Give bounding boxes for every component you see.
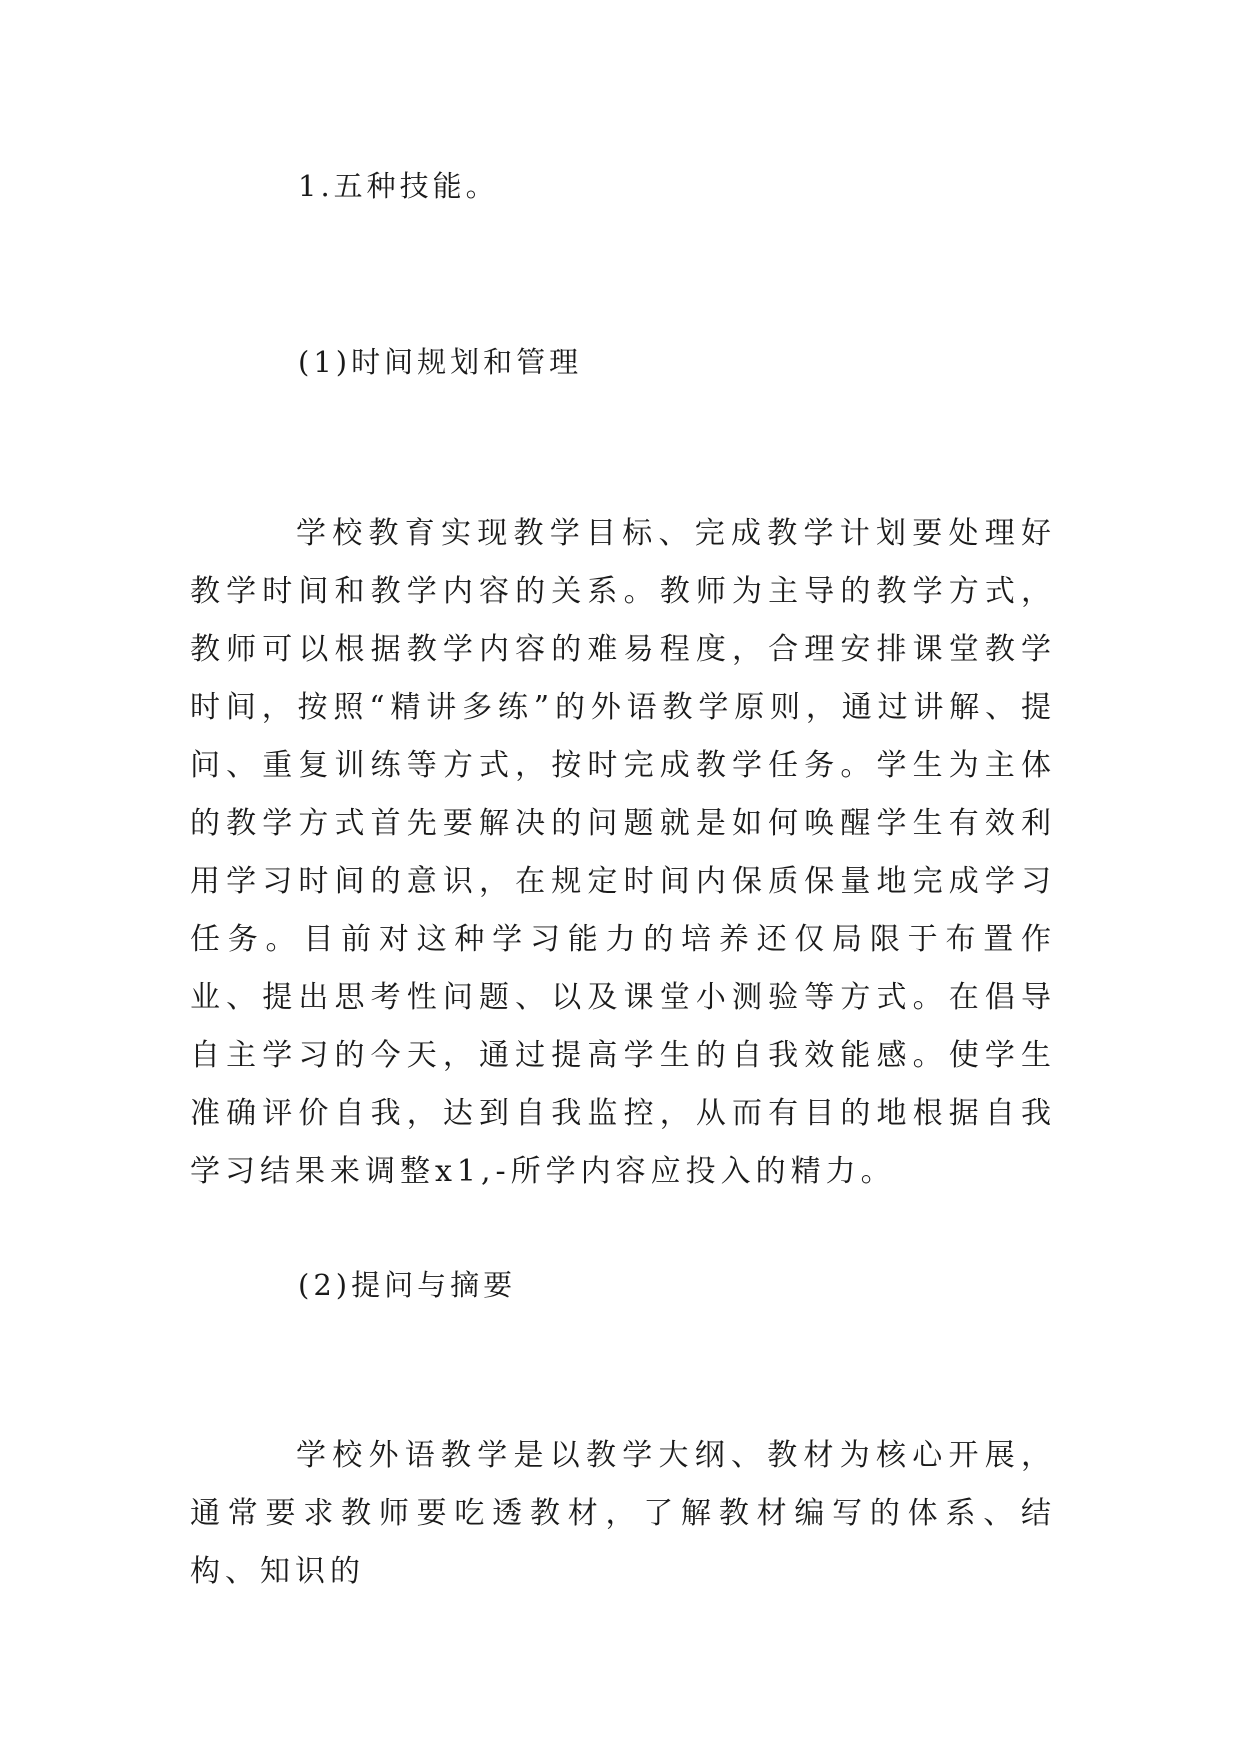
subsection-heading-questioning-summary: (2)提问与摘要 — [298, 1268, 517, 1302]
body-paragraph-questioning-summary: 学校外语教学是以教学大纲、教材为核心开展，通常要求教师要吃透教材，了解教材编写的体系、结构、知识的 — [190, 1438, 1056, 1589]
body-paragraph-time-management: 学校教育实现教学目标、完成教学计划要处理好教学时间和教学内容的关系。教师为主导的教学方式，教师可以根据教学内容的难易程度，合理安排课堂教学时间，按照“精讲多练”的外语教学原则，通过讲解、提问、重复训练等方式，按时完成教学任务。学生为主体的教学方式首先要解决的问题就是如何唤醒学生有效利用学习时间的意识，在规定时间内保质保量地完成学习任务。目前对这种学习能力的培养还仅局限于布置作业、提出思考性问题、以及课堂小测验等方式。在倡导自主学习的今天，通过提高学生的自我效能感。使学生准确评价自我，达到自我监控，从而有目的地根据自我学习结果来调整x1,-所学内容应投入的精力。 — [190, 516, 1056, 1189]
section-heading-five-skills: 1.五种技能。 — [298, 169, 499, 203]
subsection-heading-time-management: (1)时间规划和管理 — [298, 345, 583, 379]
